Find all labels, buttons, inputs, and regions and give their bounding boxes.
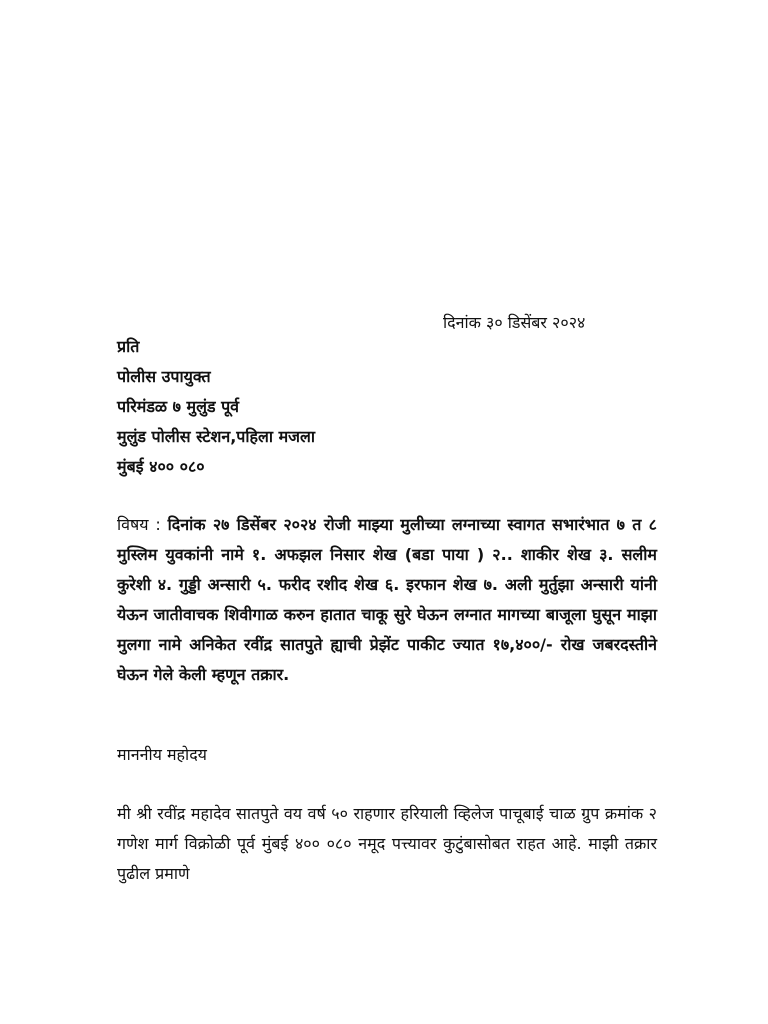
body-paragraph: मी श्री रवींद्र महादेव सातपुते वय वर्ष ५० राहणार हरियाली व्हिलेज पाचूबाई चाळ ग्रुप क्रमांक २ गणेश मार्ग विक्रोळी पूर्व मुंबई ४०० ०८० नमूद पत्त्यावर कुटुंबासोबत राहत आहे. माझी तक्रार पुढील प्रमाणे — [117, 804, 657, 883]
subject-text: दिनांक २७ डिसेंबर २०२४ रोजी माझ्या मुलीच्या लग्नाच्या स्वागत सभारंभात ७ त ८ मुस्लिम युवकांनी नामे १. अफझल निसार शेख (बडा पाया ) २.. शाकीर शेख ३. सलीम कुरेशी ४. गुड्डी अन्सारी ५. फरीद रशीद शेख ६. इरफान शेख ७. अली मुर्तुझा अन्सारी यांनी येऊन जातीवाचक शिवीगाळ करुन हातात चाकू सुरे घेऊन लग्नात मागच्या बाजूला घुसून माझा मुलगा नामे अनिकेत रवींद्र सातपुते ह्याची प्रेझेंट पाकीट ज्यात १७,४००/- रोख जबरदस्तीने घेऊन गेले केली म्हणून तक्रार. — [117, 515, 657, 684]
address-line-station: मुलुंड पोलीस स्टेशन,पहिला मजला — [117, 427, 316, 446]
address-line-city: मुंबई ४०० ०८० — [117, 457, 205, 476]
address-line-zone: परिमंडळ ७ मुलुंड पूर्व — [117, 397, 240, 416]
subject-label: विषय : — [117, 515, 161, 534]
salutation: माननीय महोदय — [117, 745, 207, 764]
recipient-address — [117, 332, 657, 482]
address-line-to: प्रति — [117, 337, 140, 356]
letter-date: दिनांक ३० डिसेंबर २०२४ — [443, 313, 586, 332]
address-line-designation: पोलीस उपायुक्त — [117, 367, 211, 386]
subject-paragraph — [117, 510, 657, 690]
